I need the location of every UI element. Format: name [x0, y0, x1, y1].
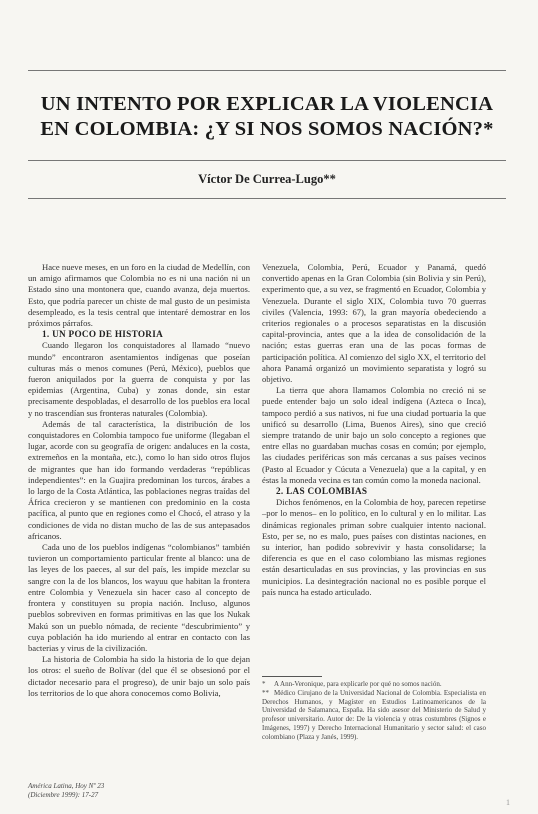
section-heading-2: 2. LAS COLOMBIAS [276, 486, 368, 497]
right-column [262, 262, 486, 598]
top-rule [28, 70, 506, 71]
paragraph: La historia de Colombia ha sido la historia de lo que dejan los otros: el sueño de Bolívar (del que él se obsesionó por el dictador necesario para el progreso), de unir bajo un solo país los territorios de lo que ahora conocemos como Bolivia, [28, 654, 250, 698]
paragraph: Además de tal característica, la distribución de los conquistadores en Colombia tampoco fue uniforme (llegaban el lugar, acorde con su geografía de origen: andaluces en la costa, extremeños en la montaña, etc.), como lo han sido otros flujos de migrantes que han ido formando verdaderas “repúblicas independientes”: en la Guajira predominan los turcos, árabes a lo largo de la Costa Atlántica, las poblaciones negras traídas del África crecieron y se mantienen con predominio en la costa pacífica, al punto que en regiones como el Chocó, el atraso y la condiciones de vida no distan mucho de las de sus antepasados africanos. [28, 418, 250, 541]
author-rule [28, 198, 506, 199]
paragraph: Dichos fenómenos, en la Colombia de hoy, parecen repetirse –por lo menos– en lo político, en lo cultural y en lo militar. Las dinámicas regionales priman sobre cualquier intento nacional. Esto, per se, no es malo, pues países con distintas naciones, en su interior, han podido sobrevivir y hasta consolidarse; la diferencia es que en el caso colombiano las mismas regiones están desarticuladas en sus provincias, y las provincias en sus municipios. La desintegración nacional no es posible porque el país nunca ha estado articulado. [262, 497, 486, 597]
footnote-mark: * [262, 680, 266, 688]
paragraph: Cada uno de los pueblos indígenas “colombianos” también tuvieron un comportamiento particular frente al blanco: una de las leyes de los paeces, al sur del país, les impide mezclar su sangre con la de los blancos, los wayuu que habitan la frontera entre Colombia y Venezuela sin hacer caso al concepto de frontera y constituyen su propia nación. Incluso, algunos pueblos sobreviven en formas primitivas en las que los Nukak Makú son un pueblo nómada, de reciente “descubrimiento” y cuya población ha ido muriendo al entrar en contacto con las bacterias y virus de la civilización. [28, 542, 250, 653]
section-heading-1: 1. UN POCO DE HISTORIA [42, 329, 164, 340]
journal-line-2: (Diciembre 1999): 17-27 [28, 790, 99, 799]
paragraph: Cuando llegaron los conquistadores al llamado “nuevo mundo” encontraron asentamientos indígenas que poseían culturas más o menos comunes (Perú, México), pueblos que fueron aniquilados por la guerra de conquista y por las epidemias (Argentina, Cuba) y zonas donde, sin estar precisamente despobladas, el desarrollo de los pueblos era local y no trascendían sus fronteras naturales (Colombia). [28, 340, 250, 418]
footnote-1 [262, 680, 486, 689]
footnotes [262, 680, 486, 742]
title-rule [28, 160, 506, 161]
footnote-mark: ** [262, 688, 269, 697]
footnote-text: A Ann-Veronique, para explicarle por qué no somos nación. [274, 680, 442, 688]
intro-paragraph: Hace nueve meses, en un foro en la ciudad de Medellín, con un amigo afirmamos que Colombia no es ni una nación ni un Estado sino una montonera que, cuando avanza, deja muertos. Esto, que podría parecer un chiste de mal gusto de un pesimista desempleado, es la tesis central que intentaré demostrar en los próximos párrafos. [28, 262, 250, 329]
author-name: Víctor De Currea-Lugo** [198, 172, 336, 186]
page-number: 1 [506, 798, 510, 807]
footnote-text: Médico Cirujano de la Universidad Nacional de Colombia. Especialista en Derechos Humanos, y Magíster en Estudios Latinoamericanos de la Universidad de Salamanca, España. Ha sido asesor del Ministerio de Salud y profesor universitario. Autor de: De la violencia y otras costumbres (Signos e Imágenes, 1997) y Derecho Internacional Humanitario y sector salud: el caso colombiano (Plaza y Janés, 1999). [262, 688, 486, 741]
paragraph: La tierra que ahora llamamos Colombia no creció ni se puede entender bajo un solo ideal indígena (Azteca o Inca), tampoco perdió a sus nativos, ni fue una ciudad portuaria la que unificó su desarrollo (Lima, Buenos Aires), sino que creció siempre tratando de unir bajo un solo concepto a regiones que entre ellas no guardaban muchas cosas en común; por ejemplo, las ciudades periféricas son más cercanas a sus países vecinos (Pasto al Ecuador y Cúcuta a Venezuela) que a la capital, y en éstas la moneda vecina es tan común como la moneda nacional. [262, 385, 486, 485]
footnote-rule [262, 676, 322, 677]
paragraph: Venezuela, Colombia, Perú, Ecuador y Panamá, quedó convertido apenas en la Gran Colombia (sin Bolivia y sin Perú), experimento que, a su vez, se fragmentó en Ecuador, Colombia y Venezuela. Durante el siglo XIX, Colombia tuvo 70 guerras civiles (Valencia, 1993: 67), la gran mayoría obedeciendo a criterios regionales o a procesos separatistas en la discusión capital-provincia, antes que a la idea de consolidación de la nación; estas guerras eran una de las pocas formas de participación política. Al comienzo del siglo XX, el territorio del ahora Panamá organizó un movimiento separatista y logró su objetivo. [262, 262, 486, 385]
title-line-1: UN INTENTO POR EXPLICAR LA VIOLENCIA [40, 93, 494, 115]
left-column [28, 262, 250, 699]
title-line-2: EN COLOMBIA: ¿Y SI NOS SOMOS NACIÓN?* [40, 118, 494, 140]
journal-line-1: América Latina, Hoy Nº 23 [28, 782, 105, 790]
footnote-2 [262, 689, 486, 742]
article-title [28, 92, 506, 142]
journal-citation [28, 782, 104, 799]
